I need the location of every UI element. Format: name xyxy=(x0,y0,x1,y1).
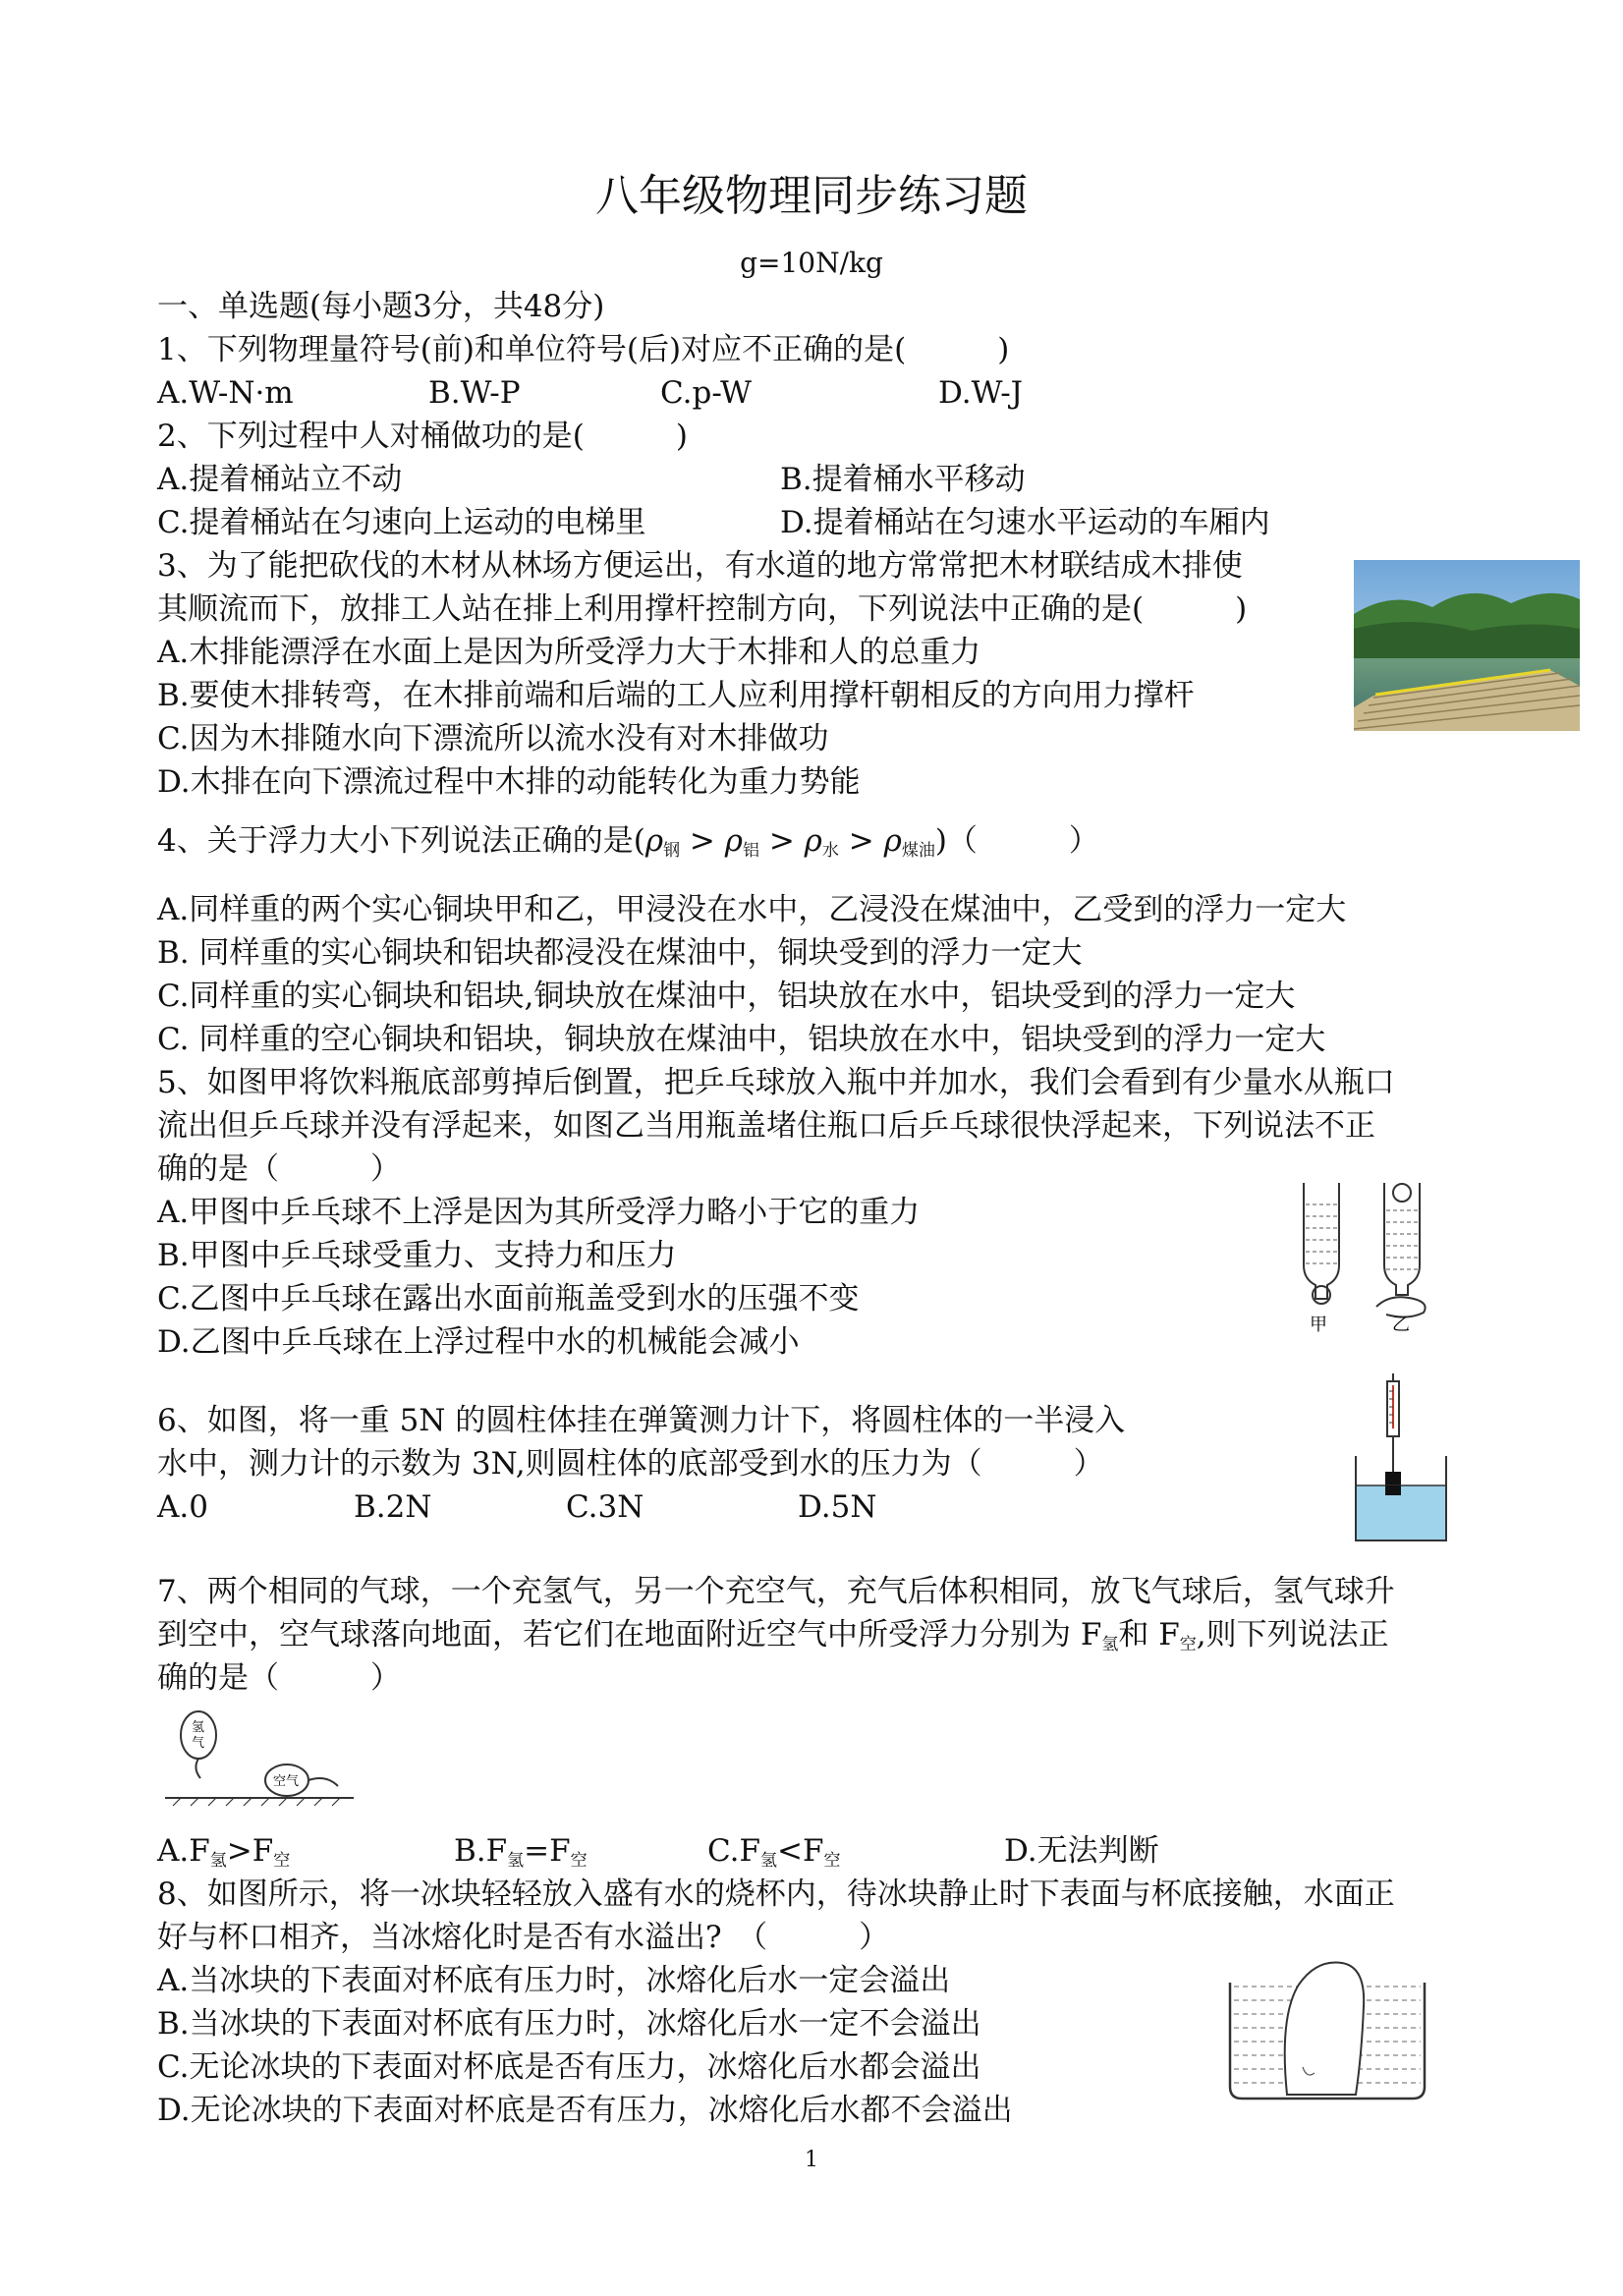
page-number: 1 xyxy=(805,2148,818,2172)
subscript-air: 空 xyxy=(1179,1635,1197,1654)
subscript-hydrogen: 氢 xyxy=(507,1851,525,1871)
rho-subscript-aluminum: 铝 xyxy=(742,841,759,861)
q7-stem-line2 xyxy=(157,1615,1389,1664)
q5-option-a: A.甲图中乒乓球不上浮是因为其所受浮力略小于它的重力 xyxy=(157,1195,921,1230)
q8-stem-line1: 8、如图所示，将一冰块轻轻放入盛有水的烧杯内，待冰块静止时下表面与杯底接触，水面正 xyxy=(157,1876,1395,1912)
q1-option-d: D.W-J xyxy=(938,375,1024,411)
q6-option-d: D.5N xyxy=(798,1489,877,1525)
q5-stem-line3: 确的是（ ） xyxy=(157,1151,401,1187)
q8-option-c: C.无论冰块的下表面对杯底是否有压力，冰熔化后水都会溢出 xyxy=(157,2049,981,2085)
q3-stem-line1: 3、为了能把砍伐的木材从林场方便运出，有水道的地方常常把木材联结成木排使 xyxy=(157,548,1243,584)
q3-option-b: B.要使木排转弯，在木排前端和后端的工人应利用撑杆朝相反的方向用力撑杆 xyxy=(157,678,1195,713)
q2-option-a: A.提着桶站立不动 xyxy=(157,462,403,497)
q2-option-b: B.提着桶水平移动 xyxy=(780,462,1026,497)
q4-option-d: C. 同样重的空心铜块和铝块，铜块放在煤油中，铝块放在水中，铝块受到的浮力一定大 xyxy=(157,1022,1326,1057)
balloon-label-air: 空气 xyxy=(273,1774,300,1789)
subscript-hydrogen: 氢 xyxy=(209,1851,227,1871)
subscript-air: 空 xyxy=(273,1851,291,1871)
q7-option-d: D.无法判断 xyxy=(1004,1833,1159,1869)
q7-stem-line2-prefix: 到空中，空气球落向地面，若它们在地面附近空气中所受浮力分别为 F xyxy=(157,1617,1102,1652)
q2-option-d: D.提着桶站在匀速水平运动的车厢内 xyxy=(780,505,1270,540)
q5-option-b: B.甲图中乒乓球受重力、支持力和压力 xyxy=(157,1238,677,1273)
q8-stem-line2: 好与杯口相齐，当冰熔化时是否有水溢出? （ ） xyxy=(157,1920,890,1955)
balloon-label-hydrogen-2: 气 xyxy=(192,1736,205,1751)
rho-subscript-water: 水 xyxy=(821,841,839,861)
q7-option-a xyxy=(157,1831,290,1880)
q7-option-a-f: A.F xyxy=(157,1833,210,1869)
rho-subscript-steel: 钢 xyxy=(663,841,681,861)
q7-option-b-op: =F xyxy=(524,1833,571,1869)
rho-symbol: ρ xyxy=(804,823,822,859)
balloons-figure xyxy=(161,1708,358,1812)
q6-stem-line2: 水中，测力计的示数为 3N,则圆柱体的底部受到水的压力为（ ） xyxy=(157,1446,1104,1482)
rho-symbol: ρ xyxy=(724,823,743,859)
q4-option-b: B. 同样重的实心铜块和铝块都浸没在煤油中，铜块受到的浮力一定大 xyxy=(157,935,1083,971)
q1-option-a: A.W-N·m xyxy=(157,375,294,411)
subscript-hydrogen: 氢 xyxy=(1101,1635,1119,1654)
q7-option-b xyxy=(454,1831,588,1880)
q4-stem-suffix: )（ ） xyxy=(934,823,1099,859)
raft-photo xyxy=(1354,560,1580,731)
q3-stem-line2: 其顺流而下，放排工人站在排上利用撑杆控制方向，下列说法中正确的是( ) xyxy=(157,591,1248,627)
subscript-hydrogen: 氢 xyxy=(759,1851,777,1871)
gravity-constant: g=10N/kg xyxy=(740,247,883,279)
q5-stem-line1: 5、如图甲将饮料瓶底部剪掉后倒置，把乒乓球放入瓶中并加水，我们会看到有少量水从瓶口 xyxy=(157,1065,1395,1100)
balloon-label-hydrogen-1: 氢 xyxy=(192,1720,205,1735)
q4-stem-prefix: 4、关于浮力大小下列说法正确的是( xyxy=(157,823,645,859)
q7-stem-line3: 确的是（ ） xyxy=(157,1660,401,1696)
spring-scale-figure xyxy=(1352,1373,1470,1552)
q7-option-c-f: C.F xyxy=(707,1833,760,1869)
q5-option-d: D.乙图中乒乓球在上浮过程中水的机械能会减小 xyxy=(157,1324,800,1360)
q7-stem-line1: 7、两个相同的气球，一个充氢气，另一个充空气，充气后体积相同，放飞气球后，氢气球升 xyxy=(157,1574,1395,1609)
q6-option-b: B.2N xyxy=(354,1489,432,1525)
figure-label-yi: 乙 xyxy=(1392,1315,1410,1335)
q4-stem xyxy=(157,821,1099,870)
q6-option-c: C.3N xyxy=(566,1489,644,1525)
q6-stem-line1: 6、如图，将一重 5N 的圆柱体挂在弹簧测力计下，将圆柱体的一半浸入 xyxy=(157,1403,1126,1438)
page-title: 八年级物理同步练习题 xyxy=(595,171,1028,221)
q7-stem-line2-mid: 和 F xyxy=(1118,1617,1180,1652)
q2-stem: 2、下列过程中人对桶做功的是( ) xyxy=(157,419,688,454)
section-heading: 一、单选题(每小题3分，共48分) xyxy=(157,289,605,324)
rho-symbol: ρ xyxy=(883,823,902,859)
q1-option-b: B.W-P xyxy=(428,375,521,411)
q3-option-c: C.因为木排随水向下漂流所以流水没有对木排做功 xyxy=(157,721,829,756)
q4-option-a: A.同样重的两个实心铜块甲和乙，甲浸没在水中，乙浸没在煤油中，乙受到的浮力一定大 xyxy=(157,892,1347,927)
rho-symbol: ρ xyxy=(644,823,664,859)
q7-stem-line2-suffix: ,则下列说法正 xyxy=(1196,1617,1389,1652)
figure-label-jia: 甲 xyxy=(1310,1315,1327,1335)
beaker-ice-figure xyxy=(1226,1957,1428,2104)
q7-option-b-f: B.F xyxy=(454,1833,508,1869)
q2-option-c: C.提着桶站在匀速向上运动的电梯里 xyxy=(157,505,646,540)
q4-option-c: C.同样重的实心铜块和铝块,铜块放在煤油中，铝块放在水中，铝块受到的浮力一定大 xyxy=(157,979,1296,1014)
q3-option-d: D.木排在向下漂流过程中木排的动能转化为重力势能 xyxy=(157,764,861,800)
subscript-air: 空 xyxy=(823,1851,841,1871)
q7-option-a-op: >F xyxy=(226,1833,274,1869)
q5-option-c: C.乙图中乒乓球在露出水面前瓶盖受到水的压强不变 xyxy=(157,1281,860,1316)
greater-than: > xyxy=(758,823,805,859)
subscript-air: 空 xyxy=(570,1851,588,1871)
q7-option-c-op: <F xyxy=(776,1833,824,1869)
q8-option-a: A.当冰块的下表面对杯底有压力时，冰熔化后水一定会溢出 xyxy=(157,1963,951,1998)
q1-stem: 1、下列物理量符号(前)和单位符号(后)对应不正确的是( ) xyxy=(157,332,1010,367)
q1-option-c: C.p-W xyxy=(660,375,752,411)
bottle-figure xyxy=(1292,1177,1449,1336)
q8-option-b: B.当冰块的下表面对杯底有压力时，冰熔化后水一定不会溢出 xyxy=(157,2006,981,2042)
rho-subscript-kerosene: 煤油 xyxy=(901,841,935,861)
q8-option-d: D.无论冰块的下表面对杯底是否有压力，冰熔化后水都不会溢出 xyxy=(157,2093,1013,2128)
q5-stem-line2: 流出但乒乓球并没有浮起来，如图乙当用瓶盖堵住瓶口后乒乓球很快浮起来，下列说法不正 xyxy=(157,1108,1375,1144)
q3-option-a: A.木排能漂浮在水面上是因为所受浮力大于木排和人的总重力 xyxy=(157,635,981,670)
greater-than: > xyxy=(838,823,884,859)
q6-option-a: A.0 xyxy=(157,1489,208,1525)
q7-option-c xyxy=(707,1831,840,1880)
greater-than: > xyxy=(680,823,725,859)
